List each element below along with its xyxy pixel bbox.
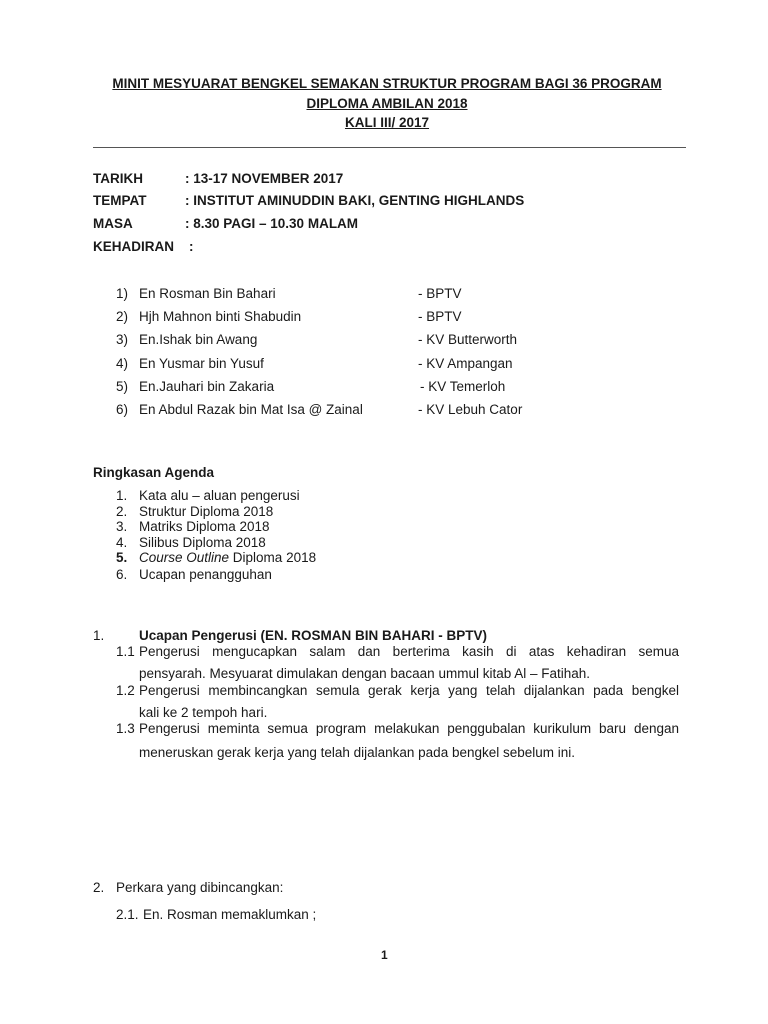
section-1-item-number: 1.3 xyxy=(116,721,135,736)
attendee-name: En.Jauhari bin Zakaria xyxy=(139,379,275,394)
document-title-line-3: KALI III/ 2017 xyxy=(344,115,430,130)
section-1-item-text-continued: pensyarah. Mesyuarat dimulakan dengan bacaan ummul kitab Al – Fatihah. xyxy=(139,666,591,681)
agenda-item-text: Kata alu – aluan pengerusi xyxy=(139,488,300,503)
title-divider xyxy=(93,147,686,148)
masa-value: : 8.30 PAGI – 10.30 MALAM xyxy=(185,216,359,231)
document-title-line-1: MINIT MESYUARAT BENGKEL SEMAKAN STRUKTUR PROGRAM BAGI 36 PROGRAM xyxy=(112,76,662,91)
attendee-name: En Yusmar bin Yusuf xyxy=(139,356,264,371)
attendee-organisation: - BPTV xyxy=(418,309,462,324)
tarikh-label: TARIKH xyxy=(93,171,143,186)
agenda-item-text: Struktur Diploma 2018 xyxy=(139,504,274,519)
agenda-item-number: 1. xyxy=(116,488,128,503)
section-1-item-text: Pengerusi mengucapkan salam dan berterima kasih di atas kehadiran semua xyxy=(139,644,679,659)
agenda-item-text xyxy=(139,550,316,565)
agenda-item-number: 5. xyxy=(116,550,128,565)
attendee-name: En Rosman Bin Bahari xyxy=(139,286,276,301)
kehadiran-colon: : xyxy=(189,239,194,254)
section-2-number: 2. xyxy=(93,880,105,895)
kehadiran-label: KEHADIRAN xyxy=(93,239,174,254)
agenda-item-text: Ucapan penangguhan xyxy=(139,567,272,582)
attendee-name: En.Ishak bin Awang xyxy=(139,332,258,347)
attendee-organisation: - KV Ampangan xyxy=(418,356,513,371)
attendee-number: 4) xyxy=(116,356,129,371)
agenda-item-text: Silibus Diploma 2018 xyxy=(139,535,266,550)
agenda-item-number: 6. xyxy=(116,567,128,582)
section-2-sub-text: En. Rosman memaklumkan ; xyxy=(143,907,317,922)
attendee-organisation: - BPTV xyxy=(418,286,462,301)
section-2-sub-number: 2.1. xyxy=(116,907,139,922)
attendee-number: 5) xyxy=(116,379,129,394)
tempat-value: : INSTITUT AMINUDDIN BAKI, GENTING HIGHLANDS xyxy=(185,193,525,208)
agenda-item-italic-text: Course Outline xyxy=(139,550,230,565)
attendee-number: 3) xyxy=(116,332,129,347)
section-1-item-number: 1.2 xyxy=(116,683,135,698)
section-1-heading: Ucapan Pengerusi (EN. ROSMAN BIN BAHARI - BPTV) xyxy=(139,628,488,643)
attendee-number: 1) xyxy=(116,286,129,301)
agenda-item-number: 4. xyxy=(116,535,128,550)
agenda-item-text-rest: Diploma 2018 xyxy=(229,550,317,565)
masa-label: MASA xyxy=(93,216,133,231)
attendee-organisation: - KV Butterworth xyxy=(418,332,518,347)
page-number: 1 xyxy=(381,948,388,962)
agenda-item-number: 2. xyxy=(116,504,128,519)
section-1-item-text: Pengerusi membincangkan semula gerak kerja yang telah dijalankan pada bengkel xyxy=(139,683,679,698)
document-title-line-2: DIPLOMA AMBILAN 2018 xyxy=(306,96,468,111)
attendee-organisation: - KV Temerloh xyxy=(420,379,506,394)
section-1-item-text-continued: kali ke 2 tempoh hari. xyxy=(139,705,268,720)
section-1-item-number: 1.1 xyxy=(116,644,135,659)
attendee-organisation: - KV Lebuh Cator xyxy=(418,402,523,417)
tempat-label: TEMPAT xyxy=(93,193,147,208)
attendee-number: 2) xyxy=(116,309,129,324)
section-1-item-text: Pengerusi meminta semua program melakukan penggubalan kurikulum baru dengan xyxy=(139,721,679,736)
agenda-item-text: Matriks Diploma 2018 xyxy=(139,519,270,534)
tarikh-value: : 13-17 NOVEMBER 2017 xyxy=(185,171,344,186)
section-1-number: 1. xyxy=(93,628,105,643)
agenda-heading: Ringkasan Agenda xyxy=(93,465,215,480)
section-2-heading: Perkara yang dibincangkan: xyxy=(116,880,284,895)
attendee-name: En Abdul Razak bin Mat Isa @ Zainal xyxy=(139,402,363,417)
section-1-item-text-continued: meneruskan gerak kerja yang telah dijalankan pada bengkel sebelum ini. xyxy=(139,745,576,760)
attendee-number: 6) xyxy=(116,402,129,417)
agenda-item-number: 3. xyxy=(116,519,128,534)
attendee-name: Hjh Mahnon binti Shabudin xyxy=(139,309,302,324)
